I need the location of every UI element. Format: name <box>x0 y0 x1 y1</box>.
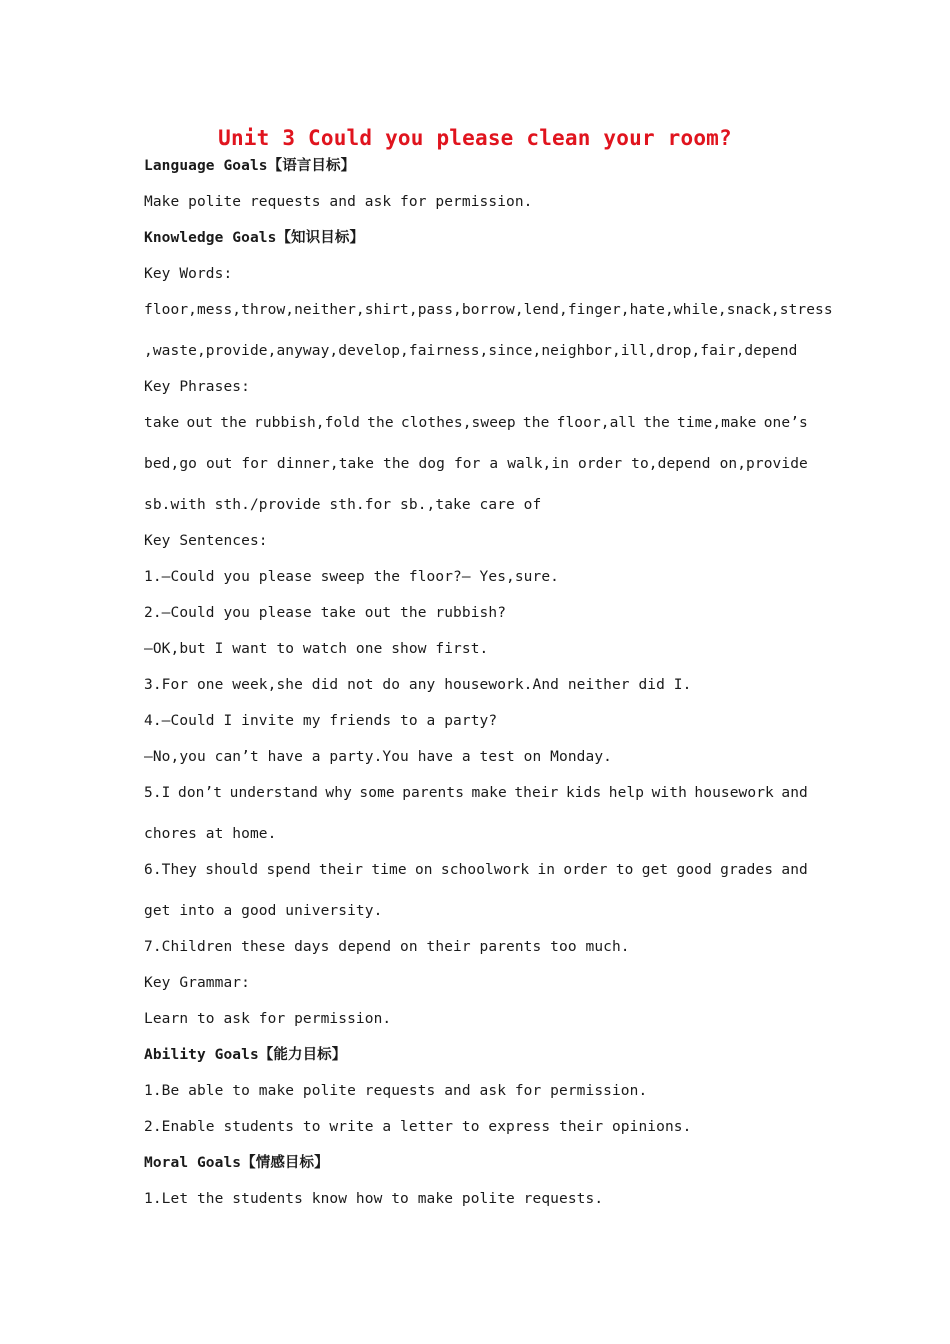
word: the <box>522 415 550 431</box>
word: grades <box>720 862 774 878</box>
key-words-line: ,waste,provide,anyway,develop,fairness,since,neighbor,ill,drop,fair,depend <box>144 343 798 359</box>
sentence-line <box>144 775 808 816</box>
key-phrases-line: sb.with sth./provide sth.for sb.,take care of <box>144 497 542 513</box>
word: 5.I <box>144 785 171 801</box>
key-grammar-text: Learn to ask for permission. <box>144 1011 392 1027</box>
word: spend <box>266 862 311 878</box>
word: dog <box>418 456 445 472</box>
word: to <box>615 862 634 878</box>
language-goals-text: Make polite requests and ask for permission. <box>144 194 533 210</box>
sentence-line: —No,you can’t have a party.You have a test on Monday. <box>144 749 612 765</box>
word: time <box>371 862 407 878</box>
key-phrases-line <box>144 446 808 487</box>
key-sentences-label: Key Sentences: <box>144 533 268 549</box>
word: for <box>453 456 481 472</box>
word: out <box>205 456 233 472</box>
word: the <box>643 415 670 431</box>
key-grammar-label: Key Grammar: <box>144 975 250 991</box>
sentence-line: 1.—Could you please sweep the floor?— Yes,sure. <box>144 569 559 585</box>
word: one’s <box>763 415 808 431</box>
word: 6.They <box>144 862 197 878</box>
key-words-label: Key Words: <box>144 266 233 282</box>
page-title: Unit 3 Could you please clean your room? <box>218 126 732 150</box>
word: good <box>676 862 712 878</box>
sentence-line: get into a good university. <box>144 903 383 919</box>
word: the <box>367 415 394 431</box>
word: get <box>641 862 669 878</box>
word: in <box>537 862 556 878</box>
sentence-line: —OK,but I want to watch one show first. <box>144 641 489 657</box>
word: understand <box>229 785 318 801</box>
word: why <box>325 785 352 801</box>
word: and <box>781 862 808 878</box>
word: make <box>471 785 507 801</box>
word: their <box>318 862 364 878</box>
sentence-line: 3.For one week,she did not do any housework.And neither did I. <box>144 677 692 693</box>
word: clothes,sweep <box>400 415 516 431</box>
word: and <box>781 785 808 801</box>
word: the <box>220 415 247 431</box>
word: kids <box>565 785 602 801</box>
word: on <box>414 862 433 878</box>
word: time,make <box>677 415 757 431</box>
word: the <box>383 456 410 472</box>
word: some <box>359 785 395 801</box>
word: for <box>241 456 268 472</box>
word: out <box>186 415 214 431</box>
word: order <box>563 862 608 878</box>
word: floor,all <box>556 415 637 431</box>
word: take <box>144 415 180 431</box>
language-goals-heading: Language Goals【语言目标】 <box>144 158 356 174</box>
ability-goals-heading: Ability Goals【能力目标】 <box>144 1047 347 1063</box>
word: a <box>489 456 499 472</box>
word: walk,in <box>507 456 570 472</box>
word: bed,go <box>144 456 197 472</box>
key-words-line: floor,mess,throw,neither,shirt,pass,borrow,lend,finger,hate,while,snack,stress <box>144 302 833 318</box>
knowledge-goals-heading: Knowledge Goals【知识目标】 <box>144 230 365 246</box>
word: dinner,take <box>276 456 375 472</box>
key-phrases-line <box>144 405 808 446</box>
word: should <box>205 862 259 878</box>
word: with <box>651 785 687 801</box>
document-body <box>144 148 833 1217</box>
moral-goals-heading: Moral Goals【情感目标】 <box>144 1155 329 1171</box>
sentence-line: 2.—Could you please take out the rubbish? <box>144 605 507 621</box>
word: their <box>514 785 559 801</box>
word: schoolwork <box>440 862 530 878</box>
word: help <box>608 785 645 801</box>
word: parents <box>402 785 465 801</box>
word: to,depend <box>631 456 711 472</box>
word: rubbish,fold <box>253 415 360 431</box>
word: on,provide <box>719 456 808 472</box>
ability-goal-item: 1.Be able to make polite requests and ask for permission. <box>144 1083 648 1099</box>
sentence-line: 4.—Could I invite my friends to a party? <box>144 713 498 729</box>
moral-goal-item: 1.Let the students know how to make polite requests. <box>144 1191 604 1207</box>
word: don’t <box>177 785 223 801</box>
ability-goal-item: 2.Enable students to write a letter to express their opinions. <box>144 1119 692 1135</box>
sentence-line: chores at home. <box>144 826 277 842</box>
sentence-line <box>144 852 808 893</box>
key-phrases-label: Key Phrases: <box>144 379 250 395</box>
sentence-line: 7.Children these days depend on their parents too much. <box>144 939 630 955</box>
word: order <box>578 456 623 472</box>
word: housework <box>694 785 774 801</box>
